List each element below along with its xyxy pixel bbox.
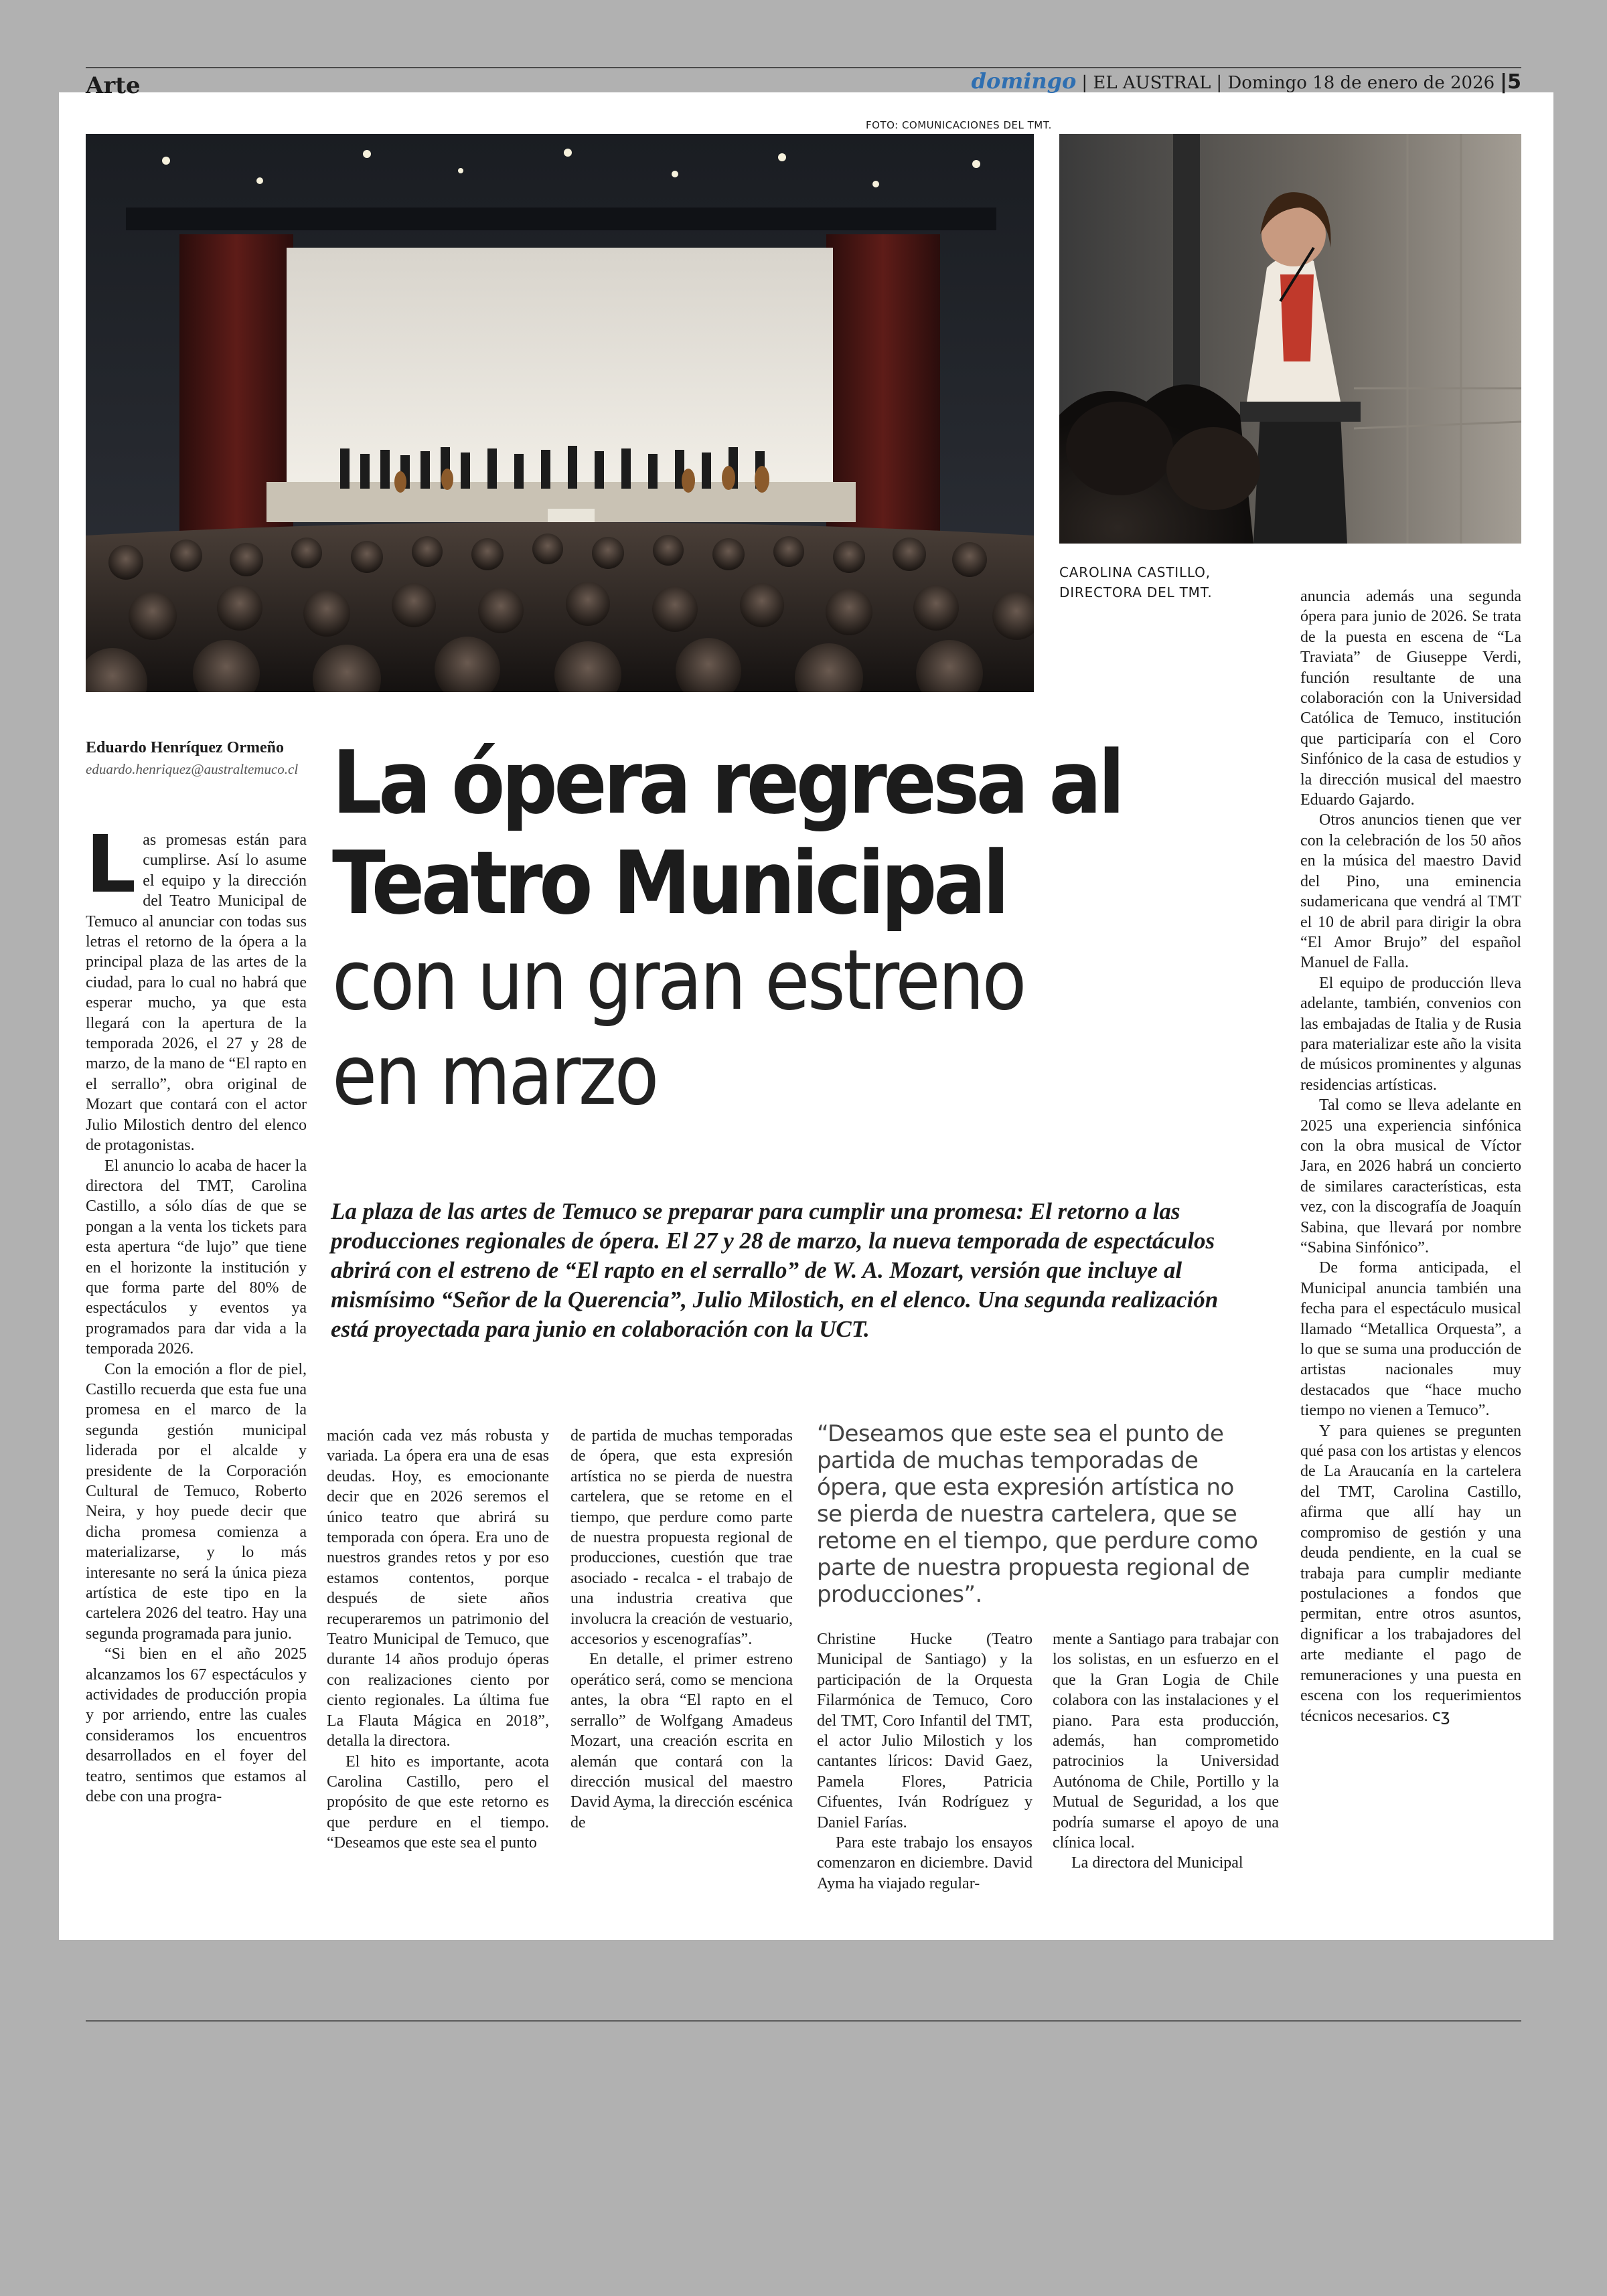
paragraph	[1300, 1421, 1521, 1727]
byline	[86, 739, 298, 778]
paragraph-text: as promesas están para cumplirse. Así lo asume el equipo y la dirección del Teatro Municipal de Temuco al anunciar con todas sus letras el retorno de la ópera a la principal plaza de las artes de la ciudad, para lo cual no habrá que esperar mucho, ya que esta llegará con la apertura de la temporada 2026, el 27 y 28 de marzo, de la mano de “El rapto en el serrallo”, obra original de Mozart que contará con el actor Julio Milostich dentro del elenco de protagonistas.	[86, 831, 307, 1155]
paragraph: anuncia además una segunda ópera para junio de 2026. Se trata de la puesta en escena de “La Traviata” de Giuseppe Verdi, función resultante de una colaboración con la Universidad Católica de Temuco, institución que participaría con el Coro Sinfónico de la casa de estudios y la dirección musical del maestro Eduardo Gajardo.	[1300, 588, 1521, 809]
body-column-1	[86, 818, 307, 1807]
lead-paragraph: La plaza de las artes de Temuco se preparar para cumplir una promesa: El retorno a las producciones regionales de ópera. El 27 y 28 de marzo, la nueva temporada de espectáculos abrirá con el estreno de “El rapto en el serrallo” de W. A. Mozart, versión que incluye al mismísimo “Señor de la Querencia”, Julio Milostich, en el elenco. Una segunda realización está proyectada para junio en colaboración con la UCT.	[331, 1198, 1219, 1342]
paragraph: En detalle, el primer estreno operático será, como se menciona antes, la obra “El rapto en el serrallo” de Wolfgang Amadeus Mozart, una creación escrita en alemán que contará con la dirección musical del maestro David Ayma, la dirección escénica de	[570, 1651, 793, 1831]
paragraph-text: Y para quienes se pregunten qué pasa con los artistas y elencos de La Araucanía en la cartelera del TMT, Carolina Castillo, afirma que allí hay un compromiso de gestión y una deuda pendiente, en la cual se trabaja para cumplir mediante postulaciones a fondos que permitan, entre otros asuntos, dignificar a los trabajadores del arte mediante el pago de remuneraciones y una puesta en escena con los requerimientos técnicos necesarios.	[1300, 1422, 1521, 1726]
paragraph	[86, 818, 307, 1156]
page-number: |5	[1500, 70, 1521, 94]
author-email[interactable]: eduardo.henriquez@australtemuco.cl	[86, 761, 299, 777]
body-column-5	[1053, 1629, 1279, 1874]
body-column-2	[327, 1426, 549, 1854]
paragraph: La directora del Municipal	[1071, 1854, 1243, 1872]
paragraph: Tal como se lleva adelante en 2025 una experiencia sinfónica con la obra musical de Víctor Jara, en 2026 habrá un concierto de similares características, esta vez, con la discografía de Joaquín Sabina, que llevará por nombre “Sabina Sinfónico”.	[1300, 1096, 1521, 1256]
caption-line: CAROLINA CASTILLO,	[1059, 564, 1211, 580]
paragraph: De forma anticipada, el Municipal anuncia también una fecha para el espectáculo musical llamado “Metallica Orquesta”, a lo que se suma una producción de artistas nacionales muy destacados que “hace mucho tiempo no vienen a Temuco”.	[1300, 1259, 1521, 1420]
subheadline-line: con un gran estreno	[332, 932, 1024, 1029]
pull-quote: “Deseamos que este sea el punto de partida de muchas temporadas de ópera, que esta expresión artística no se pierda de nuestra cartelera, que se retome en el tiempo, que perdure como parte de nuestra propuesta regional de producciones”.	[817, 1420, 1258, 1608]
body-column-3	[570, 1426, 793, 1833]
concert-hall-photo	[86, 134, 1034, 692]
footer-rule	[86, 2020, 1521, 2022]
paragraph: Con la emoción a flor de piel, Castillo recuerda que esta fue una promesa en el marco de la segunda gestión municipal liderada por el alcalde y presidente de la Corporación Cultural de Temuco, Roberto Neira, y hoy puede decir que dicha promesa comienza a materializarse, y lo más interesante no será la única pieza artística de este tipo en la cartelera 2026 del teatro. Hay una segunda programada para junio.	[86, 1360, 307, 1643]
photo-credit: FOTO: COMUNICACIONES DEL TMT.	[866, 119, 1052, 131]
headline-line: La ópera regresa al	[332, 732, 1122, 833]
paragraph: Para este trabajo los ensayos comenzaron en diciembre. David Ayma ha viajado regular-	[817, 1834, 1032, 1892]
body-column-4	[817, 1629, 1032, 1894]
paragraph: El hito es importante, acota Carolina Castillo, pero el propósito de que este retorno es que perdure en el tiempo. “Deseamos que este sea el punto	[327, 1752, 549, 1852]
drop-cap: L	[86, 818, 137, 910]
paper-name: | EL AUSTRAL	[1081, 73, 1211, 93]
headline-line: Teatro Municipal	[332, 832, 1006, 934]
paragraph: El anuncio lo acaba de hacer la directora del TMT, Carolina Castillo, a sólo días de que se pongan a la venta los tickets para esta apertura “de lujo” que tiene en el horizonte la institución y que forma parte del 80% de espectáculos y eventos ya programados para dar vida a la temporada 2026.	[86, 1157, 307, 1358]
end-mark-icon: ᴄʒ	[1432, 1706, 1450, 1726]
paragraph: Christine Hucke (Teatro Municipal de Santiago) y la participación de la Orquesta Filarmónica de Temuco, Coro del TMT, Coro Infantil del TMT, el actor Julio Milostich y los cantantes líricos: David Gaez, Pamela Flores, Patricia Cifuentes, Iván Rodríguez y Daniel Farías.	[817, 1631, 1032, 1831]
author-name: Eduardo Henríquez Ormeño	[86, 739, 285, 756]
paragraph: “Si bien en el año 2025 alcanzamos los 67 espectáculos y actividades de producción propia y por arriendo, entre las cuales consideramos los encuentros desarrollados en el foyer del teatro, sentimos que estamos al debe con una progra-	[86, 1645, 307, 1806]
issue-date: | Domingo 18 de enero de 2026	[1216, 73, 1495, 93]
speaker-illustration	[1059, 134, 1521, 544]
paragraph: Otros anuncios tienen que ver con la celebración de los 50 años en la música del maestro David del Pino, una eminencia sudamericana que vendrá al TMT el 10 de abril para dirigir la obra “El Amor Brujo” del español Manuel de Falla.	[1300, 811, 1521, 972]
paragraph: de partida de muchas temporadas de ópera, que esta expresión artística no se pierda de nuestra cartelera, que se retome en el tiempo, que perdure como parte de nuestra propuesta regional de producciones, cuestión que trae asociado - recalca - el trabajo de una industria creativa que involucra la creación de vestuario, accesorios y escenografías”.	[570, 1427, 793, 1649]
brand-name: domingo	[971, 68, 1077, 94]
concert-hall-illustration	[86, 134, 1034, 692]
caption-line: DIRECTORA DEL TMT.	[1059, 584, 1213, 600]
headline	[332, 732, 1243, 1123]
paragraph: El equipo de producción lleva adelante, también, convenios con las embajadas de Italia y de Rusia para materializar este año la visita de músicos prominentes y algunas residencias artísticas.	[1300, 974, 1521, 1094]
section-label: Arte	[86, 72, 141, 99]
director-photo	[1059, 134, 1521, 544]
paragraph: mente a Santiago para trabajar con los solistas, en un esfuerzo en el que la Gran Logia de Chile colabora con las instalaciones y el piano. Para esta producción, además, han comprometido patrocinios la Universidad Autónoma de Chile, Portillo y la Mutual de Seguridad, a los que podría sumarse el apoyo de una clínica local.	[1053, 1631, 1279, 1852]
masthead	[972, 68, 1521, 94]
subheadline-line: en marzo	[332, 1028, 657, 1124]
paragraph: mación cada vez más robusta y variada. La ópera era una de esas deudas. Hoy, es emocionante decir que en 2026 seremos el único teatro que abrirá su temporada con ópera. Era uno de nuestros grandes retos y por eso estamos contentos, porque después de siete años recuperaremos un patrimonio del Teatro Municipal de Temuco, que durante 14 años produjo óperas con realizaciones ciento por ciento regionales. La última fue La Flauta Mágica en 2018”, detalla la directora.	[327, 1427, 549, 1750]
photo-caption	[1059, 562, 1213, 602]
body-column-6	[1300, 586, 1521, 1727]
